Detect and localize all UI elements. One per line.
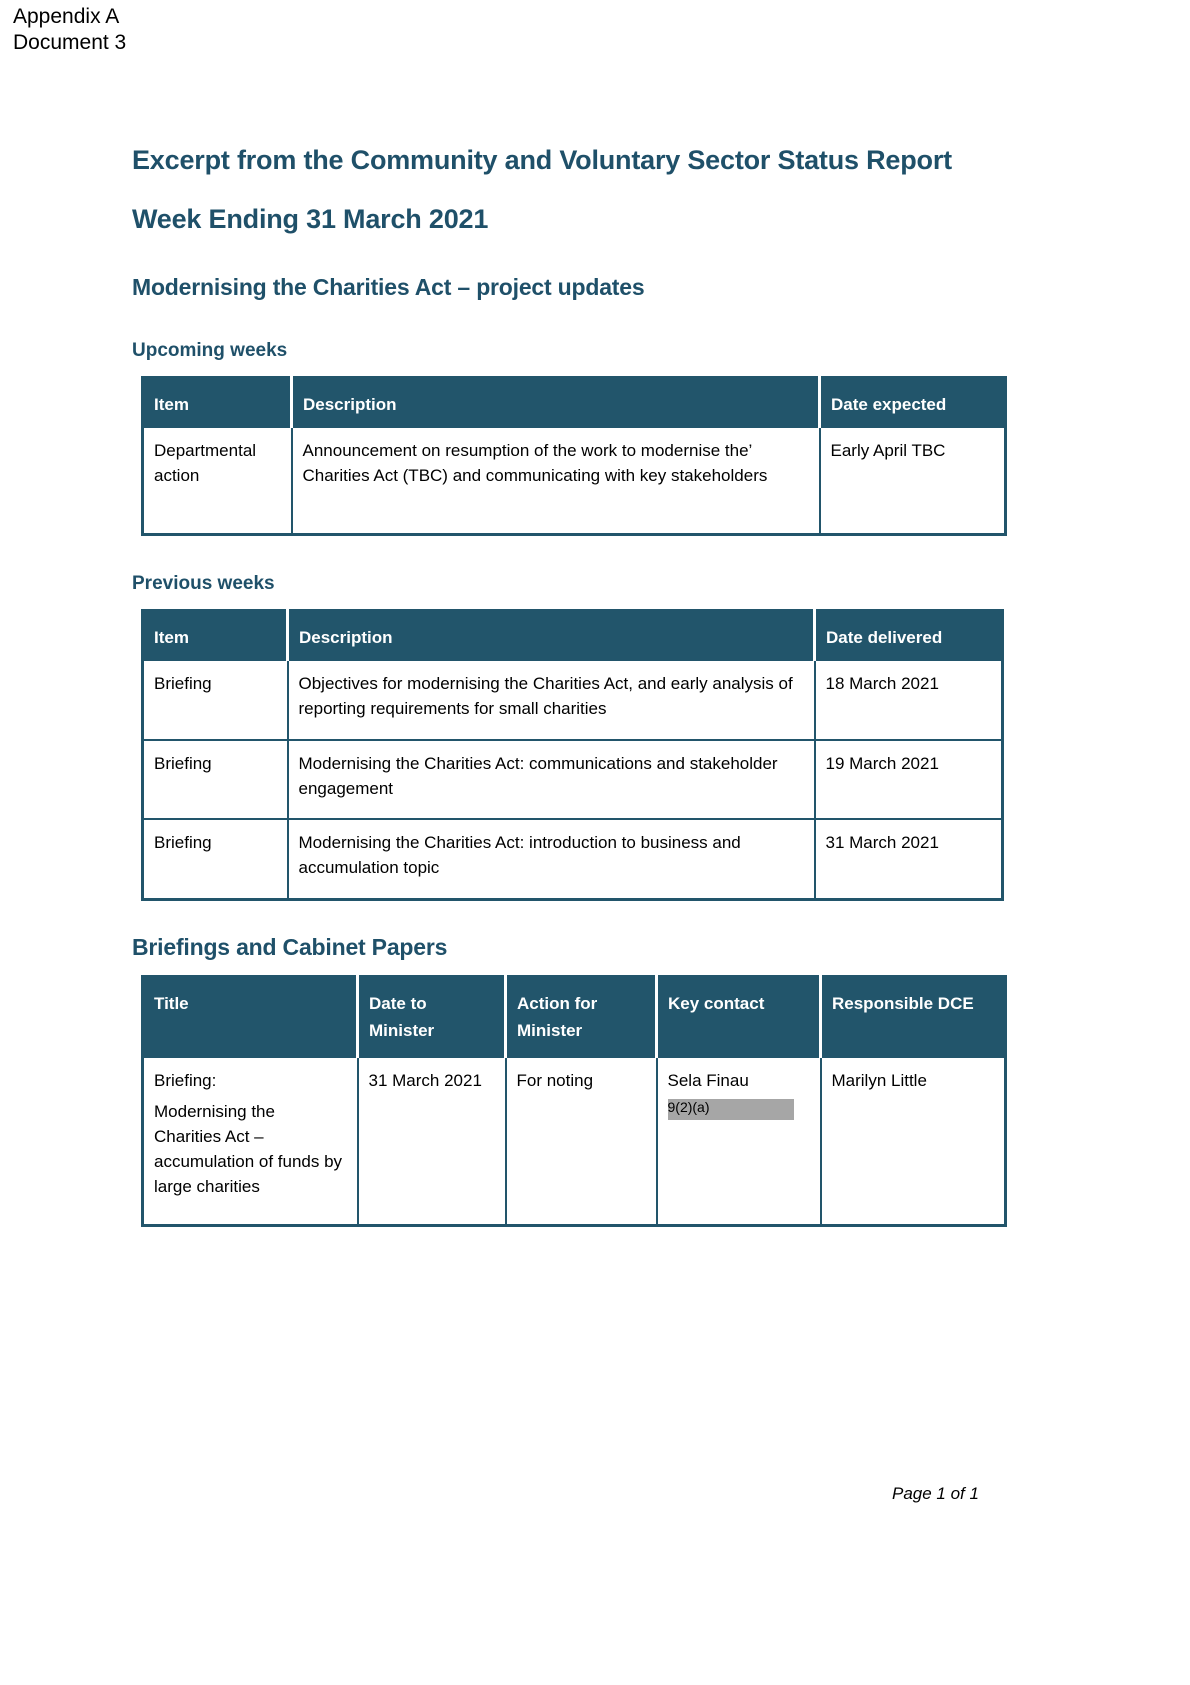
table-row <box>143 428 1006 534</box>
item-cell: Briefing <box>143 740 288 819</box>
report-subtitle: Week Ending 31 March 2021 <box>132 204 489 234</box>
appendix-label <box>13 4 126 56</box>
page-number: Page 1 of 1 <box>892 1484 979 1503</box>
item-cell: Briefing <box>154 674 212 693</box>
briefings-table <box>141 975 1007 1227</box>
action-cell: For noting <box>506 1058 657 1226</box>
contact-name: Sela Finau <box>667 1070 749 1090</box>
redaction-box: 9(2)(a) <box>668 1099 794 1120</box>
description-cell: Modernising the Charities Act: communications and stakeholder engagement <box>288 740 815 819</box>
column-header: Title <box>143 977 358 1058</box>
table-row <box>143 661 1003 740</box>
column-header: Date delivered <box>815 611 1003 662</box>
date-cell: Early April TBC <box>820 428 1006 534</box>
column-header: Key contact <box>657 977 821 1058</box>
column-header: Action for Minister <box>506 977 657 1058</box>
table-header-row <box>143 977 1006 1058</box>
title-prefix: Briefing: <box>154 1070 217 1090</box>
date-cell: 31 March 2021 <box>358 1058 506 1226</box>
briefing-title: Modernising the Charities Act – accumulation of funds by large charities <box>154 1101 343 1196</box>
item-cell: Departmental action <box>154 441 257 485</box>
table-row <box>143 1058 1006 1226</box>
table-row <box>143 740 1003 819</box>
upcoming-weeks-table <box>141 376 1007 536</box>
table-header-row <box>143 378 1006 429</box>
date-cell: 31 March 2021 <box>815 819 1003 899</box>
previous-weeks-table <box>141 609 1004 901</box>
document-number-line: Document 3 <box>13 31 127 54</box>
contact-cell <box>657 1058 821 1226</box>
briefings-heading: Briefings and Cabinet Papers <box>132 934 448 960</box>
column-header: Description <box>288 611 815 662</box>
column-header: Date expected <box>820 378 1006 429</box>
item-cell: Briefing <box>143 819 288 899</box>
description-cell: Announcement on resumption of the work to modernise the’ Charities Act (TBC) and communicating with key stakeholders <box>292 428 820 534</box>
column-header: Item <box>143 611 288 662</box>
table-row <box>143 819 1003 899</box>
appendix-line: Appendix A <box>13 5 120 28</box>
date-cell: 19 March 2021 <box>815 740 1003 819</box>
date-cell: 18 March 2021 <box>815 661 1003 740</box>
previous-weeks-heading: Previous weeks <box>132 573 275 594</box>
upcoming-weeks-heading: Upcoming weeks <box>132 340 288 361</box>
report-title: Excerpt from the Community and Voluntary Sector Status Report <box>132 145 952 175</box>
table-header-row <box>143 611 1003 662</box>
column-header: Responsible DCE <box>821 977 1006 1058</box>
column-header: Item <box>143 378 292 429</box>
column-header: Description <box>292 378 820 429</box>
title-cell <box>143 1058 358 1226</box>
section-heading: Modernising the Charities Act – project updates <box>132 274 645 300</box>
column-header: Date to Minister <box>358 977 506 1058</box>
dce-cell: Marilyn Little <box>821 1058 1006 1226</box>
description-cell: Objectives for modernising the Charities Act, and early analysis of reporting requirements for small charities <box>288 661 815 740</box>
description-cell: Modernising the Charities Act: introduction to business and accumulation topic <box>288 819 815 899</box>
